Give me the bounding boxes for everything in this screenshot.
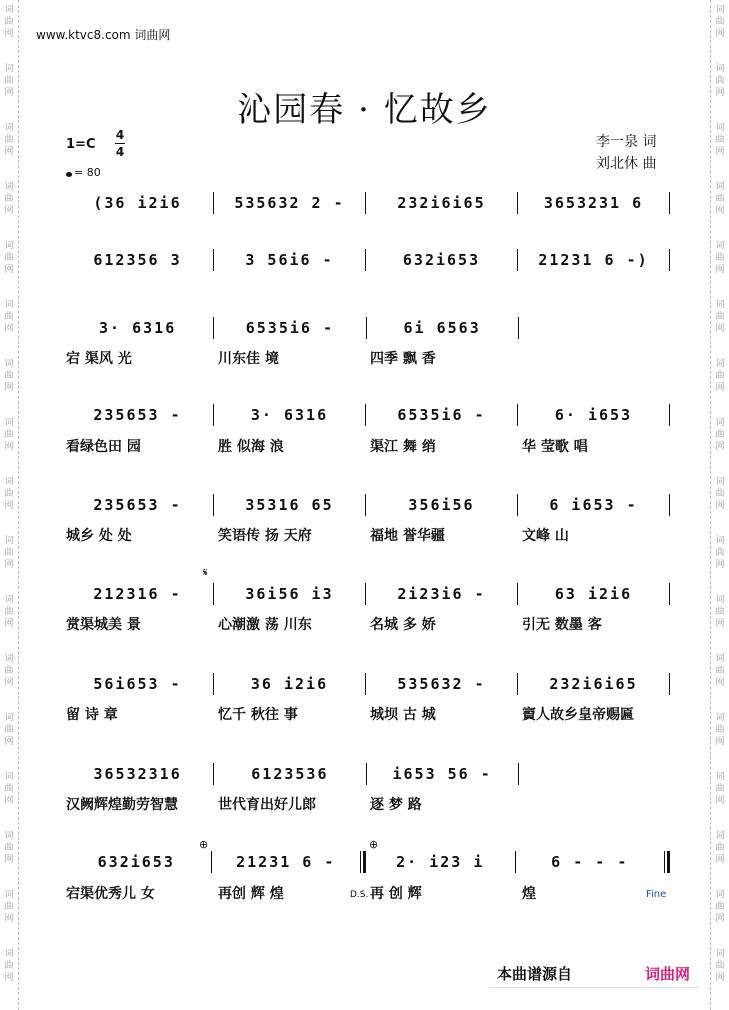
key-signature: 1=C [66,137,96,152]
watermark-glyph: 网 [4,796,14,806]
notation-line-1 [62,193,670,213]
page-title: 沁园春 · 忆故乡 [237,90,492,130]
watermark-glyph: 网 [4,501,14,511]
left-watermark-strip [0,0,19,1010]
watermark-glyph: 网 [4,147,14,157]
measure: 6535i6 - [397,406,486,424]
lyric-segment: 胜 似海 浪 [218,439,284,454]
lyric-line-6 [62,794,670,812]
watermark-glyph: 曲 [4,76,14,86]
watermark-glyph: 词 [4,654,14,664]
quarter-note-icon [66,172,72,177]
measure: 232i6i65 [549,675,638,693]
lyric-segment: 福地 誉华疆 [370,528,445,543]
watermark-glyph: 曲 [4,253,14,263]
bar-line [669,192,670,214]
notation-line-2 [62,250,670,270]
watermark-glyph: 网 [715,324,725,334]
watermark-glyph: 曲 [4,312,14,322]
fine-marking: Fine [646,889,667,900]
composer-credit: 刘北休 曲 [596,156,657,172]
watermark-glyph: 网 [715,29,725,39]
final-bar-line [664,851,670,873]
measure: 2i23i6 - [397,585,486,603]
notation-line-6 [62,584,670,604]
watermark-glyph: 网 [4,619,14,629]
watermark-glyph: 曲 [715,430,725,440]
watermark-glyph: 词 [4,300,14,310]
watermark-glyph: 曲 [715,76,725,86]
measure: 63 i2i6 [554,585,633,603]
watermark-glyph: 词 [715,831,725,841]
watermark-glyph: 曲 [4,371,14,381]
watermark-glyph: 曲 [715,666,725,676]
bar-line [669,583,670,605]
measure: 3653231 6 [543,194,644,212]
ds-marking: D.S. [350,890,369,900]
watermark-glyph: 词 [715,654,725,664]
lyric-segment: 再 创 辉 [370,886,422,901]
lyric-segment: 笑语传 扬 天府 [218,528,312,543]
lyric-segment: 引无 数墨 客 [522,617,602,632]
notation-line-3 [62,318,670,338]
lyric-segment: 賨人故乡皇帝赐匾 [522,707,634,722]
tempo-value: = 80 [74,166,101,179]
watermark-glyph: 网 [715,442,725,452]
watermark-glyph: 曲 [4,784,14,794]
watermark-glyph: 网 [715,147,725,157]
watermark-glyph: 曲 [715,902,725,912]
watermark-glyph: 网 [715,383,725,393]
watermark-glyph: 曲 [4,194,14,204]
watermark-glyph: 曲 [715,607,725,617]
lyric-segment: 宕 渠风 光 [66,351,132,366]
watermark-glyph: 网 [4,383,14,393]
watermark-glyph: 曲 [715,135,725,145]
watermark-glyph: 词 [715,890,725,900]
watermark-glyph: 网 [715,796,725,806]
lyric-line-5 [62,704,670,722]
watermark-glyph: 曲 [4,17,14,27]
lyric-line-3 [62,525,670,543]
measure: 21231 6 - [236,853,336,871]
watermark-glyph: 网 [4,206,14,216]
lyric-segment: 留 诗 章 [66,707,118,722]
watermark-glyph: 词 [4,241,14,251]
watermark-glyph: 曲 [4,666,14,676]
tempo-marking [66,166,101,179]
measure: 36532316 [93,765,182,783]
watermark-glyph: 曲 [715,843,725,853]
measure: 3· 6316 [99,319,177,337]
lyricist-credit: 李一泉 词 [596,134,657,150]
watermark-glyph: 曲 [4,961,14,971]
measure: (36 i2i6 [93,194,182,212]
measure: i653 56 - [392,765,492,783]
lyric-segment: 心潮激 荡 川东 [218,617,312,632]
watermark-glyph: 词 [715,359,725,369]
watermark-glyph: 曲 [4,902,14,912]
watermark-glyph: 网 [4,324,14,334]
watermark-glyph: 网 [715,619,725,629]
measure: 535632 2 - [234,194,345,212]
lyric-segment: 世代育出好儿郎 [218,797,316,812]
watermark-glyph: 词 [4,772,14,782]
measure: 212316 - [93,585,182,603]
watermark-glyph: 网 [715,206,725,216]
lyric-segment: 煌 [522,886,536,901]
measure: 3 56i6 - [245,251,334,269]
time-signature-bottom: 4 [115,145,125,159]
measure: 6123536 [251,765,329,783]
watermark-glyph: 网 [715,88,725,98]
watermark-glyph: 词 [715,64,725,74]
time-signature-bar [115,143,125,144]
watermark-glyph: 曲 [715,725,725,735]
bar-line [518,317,519,339]
watermark-glyph: 词 [715,418,725,428]
watermark-glyph: 网 [715,678,725,688]
watermark-glyph: 词 [715,949,725,959]
lyric-segment: 忆千 秋往 事 [218,707,298,722]
lyric-line-2 [62,436,670,454]
watermark-glyph: 词 [4,713,14,723]
watermark-glyph: 曲 [715,489,725,499]
watermark-glyph: 词 [715,477,725,487]
watermark-glyph: 网 [715,914,725,924]
bar-line [669,494,670,516]
watermark-glyph: 网 [4,560,14,570]
watermark-glyph: 曲 [4,548,14,558]
measure: 356i56 [408,496,475,514]
watermark-glyph: 曲 [715,253,725,263]
watermark-glyph: 词 [715,123,725,133]
watermark-glyph: 网 [4,442,14,452]
measure: 6· i653 [554,406,633,424]
measure: 632i653 [402,251,481,269]
measure: 535632 - [397,675,486,693]
watermark-glyph: 网 [715,973,725,983]
notation-line-8 [62,764,670,784]
watermark-glyph: 词 [715,5,725,15]
lyric-segment: 赏渠城美 景 [66,617,141,632]
bar-line [669,404,670,426]
watermark-glyph: 词 [4,890,14,900]
lyric-segment: 城坝 古 城 [370,707,436,722]
watermark-glyph: 曲 [4,725,14,735]
notation-line-4 [62,405,670,425]
measure: 2· i23 i [396,853,485,871]
notation-line-7 [62,674,670,694]
notation-line-5 [62,495,670,515]
lyric-segment: 再创 辉 煌 [218,886,284,901]
source-site-link[interactable]: 词曲网 [645,965,691,983]
segno-icon: 𝄋 [203,566,208,579]
measure: 56i653 - [93,675,182,693]
measure: 6 i653 - [549,496,638,514]
watermark-glyph: 曲 [4,135,14,145]
bar-line [669,249,670,271]
lyric-segment: 华 莹歌 唱 [522,439,588,454]
time-signature [115,128,125,159]
watermark-glyph: 词 [4,182,14,192]
watermark-glyph: 网 [4,678,14,688]
measure: 235653 - [93,406,182,424]
watermark-glyph: 网 [4,855,14,865]
bar-line [669,673,670,695]
watermark-glyph: 词 [715,182,725,192]
right-watermark-strip [710,0,729,1010]
watermark-glyph: 网 [4,737,14,747]
measure: 36 i2i6 [250,675,329,693]
footer-divider [490,987,700,988]
lyric-segment: 宕渠优秀儿 女 [66,886,155,901]
coda-icon: ⊕ [369,838,379,851]
site-url[interactable]: www.ktvc8.com 词曲网 [36,28,171,42]
source-label: 本曲谱源自 [497,965,573,983]
watermark-glyph: 曲 [4,843,14,853]
bar-line [518,763,519,785]
watermark-glyph: 词 [4,359,14,369]
watermark-glyph: 词 [715,772,725,782]
watermark-glyph: 曲 [715,312,725,322]
lyric-segment: 汉阙辉煌勤劳智慧 [66,797,178,812]
measure: 36i56 i3 [245,585,334,603]
watermark-glyph: 词 [4,418,14,428]
lyric-segment: 城乡 处 处 [66,528,132,543]
lyric-segment: 名城 多 娇 [370,617,436,632]
watermark-glyph: 词 [715,595,725,605]
watermark-glyph: 网 [4,265,14,275]
time-signature-top: 4 [115,128,125,142]
watermark-glyph: 词 [4,831,14,841]
watermark-glyph: 词 [4,477,14,487]
coda-icon: ⊕ [199,838,209,851]
watermark-glyph: 词 [4,949,14,959]
watermark-glyph: 网 [4,914,14,924]
watermark-glyph: 曲 [715,784,725,794]
watermark-glyph: 网 [715,501,725,511]
watermark-glyph: 曲 [715,17,725,27]
measure: 21231 6 -) [538,251,649,269]
lyric-segment: 川东佳 境 [218,351,279,366]
watermark-glyph: 曲 [715,961,725,971]
measure: 35316 65 [245,496,334,514]
watermark-glyph: 词 [715,536,725,546]
measure: 232i6i65 [397,194,486,212]
watermark-glyph: 曲 [4,607,14,617]
lyric-line-1 [62,348,670,366]
measure: 612356 3 [93,251,182,269]
measure: 6i 6563 [403,319,481,337]
watermark-glyph: 曲 [715,371,725,381]
lyric-segment: 渠江 舞 绡 [370,439,436,454]
watermark-glyph: 曲 [715,548,725,558]
measure: 3· 6316 [250,406,329,424]
lyric-line-4 [62,614,670,632]
lyric-segment: 看绿色田 园 [66,439,141,454]
watermark-glyph: 曲 [715,194,725,204]
watermark-glyph: 词 [715,300,725,310]
lyric-segment: 逐 梦 路 [370,797,422,812]
lyric-segment [518,794,670,812]
watermark-glyph: 词 [4,595,14,605]
watermark-glyph: 词 [4,5,14,15]
measure: 235653 - [93,496,182,514]
measure: 632i653 [97,853,175,871]
watermark-glyph: 词 [4,123,14,133]
watermark-glyph: 网 [4,88,14,98]
watermark-glyph: 网 [4,29,14,39]
watermark-glyph: 网 [715,560,725,570]
lyric-segment [518,348,670,366]
watermark-glyph: 词 [4,64,14,74]
notation-line-9 [62,852,670,872]
measure: 6 - - - [551,853,629,871]
watermark-glyph: 网 [4,973,14,983]
watermark-glyph: 网 [715,855,725,865]
watermark-glyph: 网 [715,737,725,747]
watermark-glyph: 词 [4,536,14,546]
watermark-glyph: 网 [715,265,725,275]
watermark-glyph: 词 [715,713,725,723]
lyric-segment: 文峰 山 [522,528,569,543]
measure: 6535i6 - [245,319,334,337]
watermark-glyph: 曲 [4,489,14,499]
lyric-segment: 四季 飘 香 [370,351,436,366]
watermark-glyph: 词 [715,241,725,251]
watermark-glyph: 曲 [4,430,14,440]
